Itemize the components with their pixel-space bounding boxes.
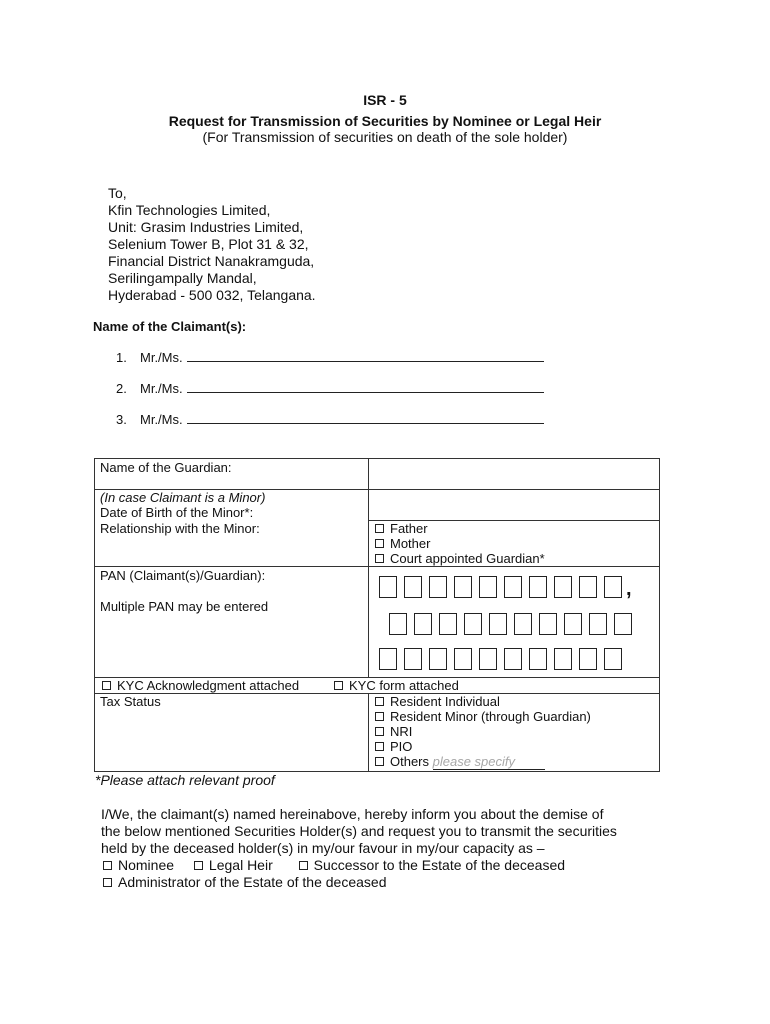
pan-char-box[interactable] <box>554 648 572 670</box>
pan-char-box[interactable] <box>464 613 482 635</box>
checkbox-icon <box>375 524 384 533</box>
form-code: ISR - 5 <box>363 92 407 108</box>
checkbox-icon <box>375 712 384 721</box>
claimant-row-2 <box>116 381 544 396</box>
dob-label: Date of Birth of the Minor*: <box>100 505 254 520</box>
pan-separator: , <box>626 578 632 600</box>
pan-char-box[interactable] <box>579 648 597 670</box>
address-line: To, <box>108 185 127 201</box>
claimant-number: 3. <box>116 412 127 427</box>
pan-char-box[interactable] <box>404 648 422 670</box>
claimant-number: 2. <box>116 381 127 396</box>
pan-char-box[interactable] <box>529 648 547 670</box>
table-divider <box>368 693 369 771</box>
pan-multi-note: Multiple PAN may be entered <box>100 599 269 614</box>
claimant-name-field[interactable] <box>187 382 544 393</box>
checkbox-icon <box>375 539 384 548</box>
checkbox-icon <box>334 681 343 690</box>
table-border <box>94 458 660 459</box>
address-line: Unit: Grasim Industries Limited, <box>108 219 304 235</box>
tax-option-nri[interactable]: NRI <box>375 724 412 740</box>
pan-char-box[interactable] <box>389 613 407 635</box>
kyc-acknowledgment-checkbox[interactable]: KYC Acknowledgment attached <box>102 678 299 694</box>
others-specify-field[interactable]: please specify <box>433 754 545 770</box>
pan-char-box[interactable] <box>504 648 522 670</box>
checkbox-icon <box>375 757 384 766</box>
recipient-address <box>108 185 316 304</box>
pan-char-box[interactable] <box>414 613 432 635</box>
claimant-prefix: Mr./Ms. <box>140 350 183 365</box>
address-line: Kfin Technologies Limited, <box>108 202 271 218</box>
claimant-number: 1. <box>116 350 127 365</box>
pan-char-box[interactable] <box>429 576 447 598</box>
checkbox-icon <box>375 742 384 751</box>
capacity-option-administrator[interactable]: Administrator of the Estate of the deceased <box>103 874 387 891</box>
kyc-form-checkbox[interactable]: KYC form attached <box>334 678 459 694</box>
claimant-name-field[interactable] <box>187 351 544 362</box>
pan-char-box[interactable] <box>614 613 632 635</box>
pan-char-box[interactable] <box>404 576 422 598</box>
address-line: Selenium Tower B, Plot 31 & 32, <box>108 236 309 252</box>
checkbox-icon <box>103 861 112 870</box>
pan-char-box[interactable] <box>554 576 572 598</box>
minor-note: (In case Claimant is a Minor) <box>100 490 266 505</box>
checkbox-icon <box>375 554 384 563</box>
capacity-options-row <box>101 857 617 874</box>
pan-char-box[interactable] <box>439 613 457 635</box>
pan-label: PAN (Claimant(s)/Guardian): <box>100 568 266 583</box>
pan-char-box[interactable] <box>604 576 622 598</box>
guardian-name-label: Name of the Guardian: <box>100 460 232 475</box>
pan-boxes-row-2 <box>389 613 639 635</box>
claimant-row-1 <box>116 350 544 365</box>
guardian-details-table <box>94 458 660 772</box>
dob-field[interactable] <box>374 492 654 516</box>
address-line: Hyderabad - 500 032, Telangana. <box>108 287 316 303</box>
relationship-option-mother[interactable]: Mother <box>375 536 430 552</box>
claimant-prefix: Mr./Ms. <box>140 412 183 427</box>
claimant-name-field[interactable] <box>187 413 544 424</box>
tax-option-pio[interactable]: PIO <box>375 739 412 755</box>
pan-boxes-row-3 <box>379 648 629 670</box>
pan-char-box[interactable] <box>479 648 497 670</box>
declaration-line: held by the deceased holder(s) in my/our favour in my/our capacity as – <box>101 840 545 856</box>
table-border <box>659 458 660 772</box>
relationship-option-court-guardian[interactable]: Court appointed Guardian* <box>375 551 545 567</box>
checkbox-icon <box>194 861 203 870</box>
declaration-line: I/We, the claimant(s) named hereinabove, hereby inform you about the demise of <box>101 806 604 822</box>
declaration-line: the below mentioned Securities Holder(s) and request you to transmit the securities <box>101 823 617 839</box>
relationship-label: Relationship with the Minor: <box>100 521 260 536</box>
pan-char-box[interactable] <box>604 648 622 670</box>
checkbox-icon <box>103 878 112 887</box>
pan-char-box[interactable] <box>379 576 397 598</box>
checkbox-icon <box>299 861 308 870</box>
pan-char-box[interactable] <box>539 613 557 635</box>
proof-note: *Please attach relevant proof <box>95 772 275 788</box>
capacity-option-nominee[interactable]: Nominee <box>103 857 174 874</box>
capacity-option-legal-heir[interactable]: Legal Heir <box>194 857 273 874</box>
pan-char-box[interactable] <box>454 576 472 598</box>
pan-char-box[interactable] <box>589 613 607 635</box>
pan-char-box[interactable] <box>379 648 397 670</box>
pan-char-box[interactable] <box>429 648 447 670</box>
checkbox-icon <box>375 697 384 706</box>
checkbox-icon <box>102 681 111 690</box>
declaration <box>101 806 617 891</box>
tax-option-resident-minor[interactable]: Resident Minor (through Guardian) <box>375 709 591 725</box>
tax-option-others[interactable]: Others please specify <box>375 754 545 770</box>
tax-status-label: Tax Status <box>100 694 161 709</box>
checkbox-icon <box>375 727 384 736</box>
pan-char-box[interactable] <box>579 576 597 598</box>
pan-char-box[interactable] <box>564 613 582 635</box>
claimants-heading: Name of the Claimant(s): <box>93 319 247 334</box>
pan-char-box[interactable] <box>454 648 472 670</box>
pan-char-box[interactable] <box>504 576 522 598</box>
address-line: Financial District Nanakramguda, <box>108 253 315 269</box>
pan-boxes-row-1 <box>379 576 632 598</box>
pan-char-box[interactable] <box>514 613 532 635</box>
guardian-name-field[interactable] <box>374 462 654 486</box>
tax-option-resident-individual[interactable]: Resident Individual <box>375 694 500 710</box>
capacity-option-successor[interactable]: Successor to the Estate of the deceased <box>299 857 565 874</box>
pan-char-box[interactable] <box>479 576 497 598</box>
pan-char-box[interactable] <box>489 613 507 635</box>
claimant-prefix: Mr./Ms. <box>140 381 183 396</box>
capacity-options-row <box>101 874 617 891</box>
claimant-row-3 <box>116 412 544 427</box>
address-line: Serilingampally Mandal, <box>108 270 257 286</box>
relationship-option-father[interactable]: Father <box>375 521 428 537</box>
table-divider <box>368 458 369 677</box>
pan-char-box[interactable] <box>529 576 547 598</box>
table-border <box>94 458 95 772</box>
form-subtitle: (For Transmission of securities on death of the sole holder) <box>202 129 568 145</box>
form-title: Request for Transmission of Securities by Nominee or Legal Heir <box>168 113 602 129</box>
